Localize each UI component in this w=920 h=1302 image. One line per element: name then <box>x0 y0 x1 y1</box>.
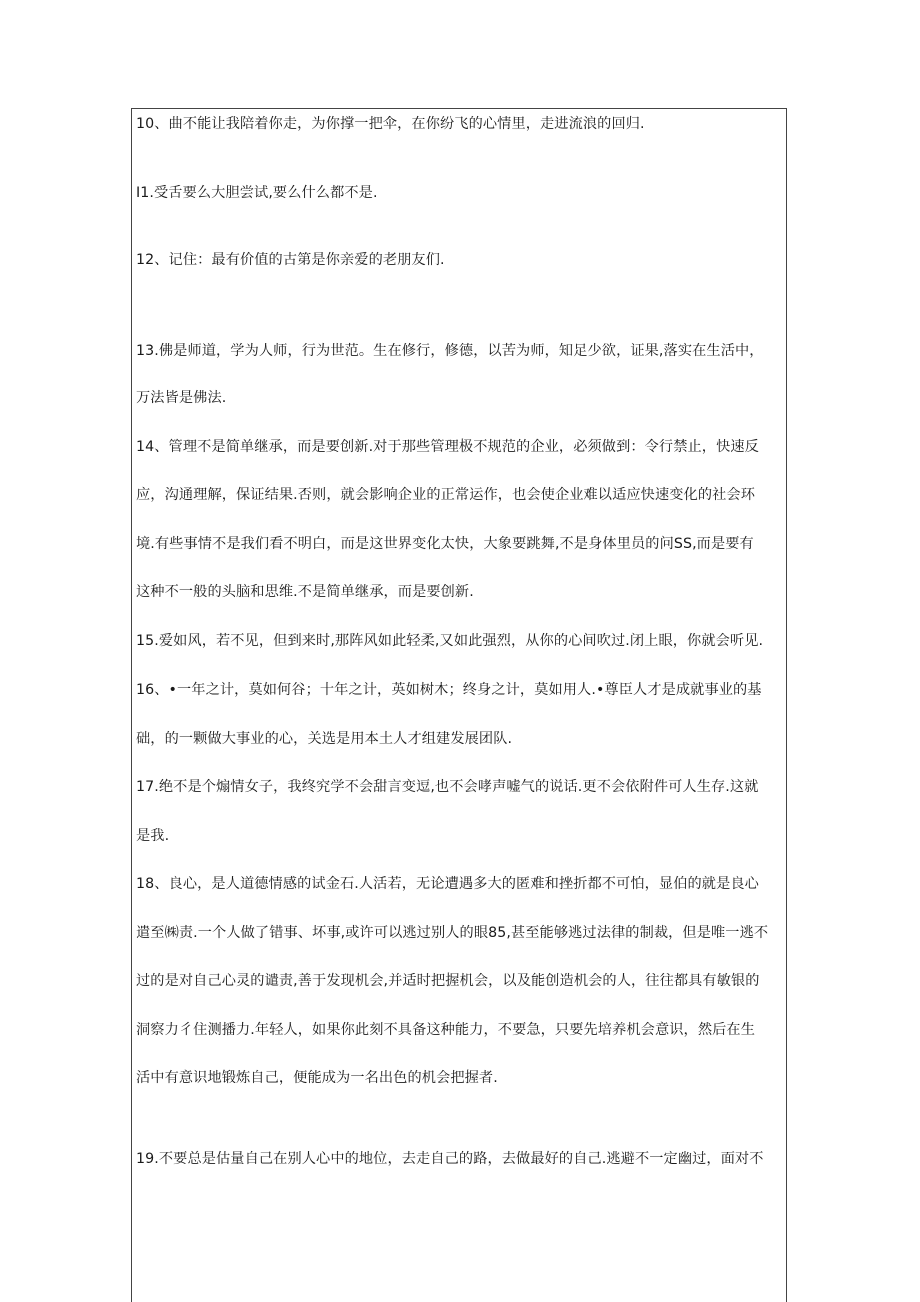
text-line: 15.爱如风，若不见，但到来时,那阵风如此轻柔,又如此强烈，从你的心间吹过.闭上眼，你就会听见. <box>136 633 764 649</box>
text-line: 万法皆是佛法. <box>136 390 227 406</box>
document-frame <box>131 108 787 1302</box>
text-line: 是我. <box>136 828 170 844</box>
text-line: 这种不一般的头脑和思维.不是简单继承，而是要创新. <box>136 584 474 600</box>
text-line: 16、•一年之计，莫如何谷；十年之计，英如树木；终身之计，莫如用人.•尊臣人才是成就事业的基 <box>136 682 762 698</box>
text-line: 础，的一颗做大事业的心，关选是用本土人才组建发展团队. <box>136 731 513 747</box>
text-line: 12、记住：最有价值的古第是你亲爱的老朋友们. <box>136 252 445 268</box>
text-line: I1.受舌要么大胆尝试,要么什么都不是. <box>136 185 378 201</box>
text-line: 应，沟通理解，保证结果.否则，就会影响企业的正常运作，也会使企业难以适应快速变化的社会环 <box>136 487 755 503</box>
text-line: 过的是对自己心灵的谴责,善于发现机会,并适时把握机会，以及能创造机会的人，往往都具有敏银的 <box>136 973 760 989</box>
text-line: 17.绝不是个煽情女子，我终究学不会甜言变逗,也不会哮声嘘气的说话.更不会依附件可人生存.这就 <box>136 779 759 795</box>
text-line: 活中有意识地锻炼自己，便能成为一名出色的机会把握者. <box>136 1070 498 1086</box>
text-line: 18、良心，是人道德情感的试金石.人活若，无论遭遇多大的匿难和挫折都不可怕，显伯的就是良心 <box>136 876 759 892</box>
text-line: 13.佛是师道，学为人师，行为世范。生在修行，修德，以苦为师，知足少欲，证果,落实在生活中， <box>136 343 764 359</box>
text-line: 19.不要总是估量自己在别人心中的地位，去走自己的路，去做最好的自己.逃避不一定幽过，面对不 <box>136 1151 764 1167</box>
text-line: 遣至㈱责.一个人做了错事、坏事,或许可以逃过别人的眼85,甚至能够逃过法律的制裁，但是唯一逃不 <box>136 925 769 941</box>
text-line: 境.有些事情不是我们看不明白，而是这世界变化太快，大象要跳舞,不是身体里员的问SS,而是要有 <box>136 536 754 552</box>
text-line: 洞察力彳住测播力.年轻人，如果你此刻不具备这种能力，不要急，只要先培养机会意识，然后在生 <box>136 1022 755 1038</box>
text-line: 10、曲不能让我陪着你走，为你撑一把伞，在你纷飞的心情里，走进流浪的回归. <box>136 116 645 132</box>
text-line: 14、管理不是简单继承，而是要创新.对于那些管理极不规范的企业，必须做到：令行禁止，快速反 <box>136 439 759 455</box>
